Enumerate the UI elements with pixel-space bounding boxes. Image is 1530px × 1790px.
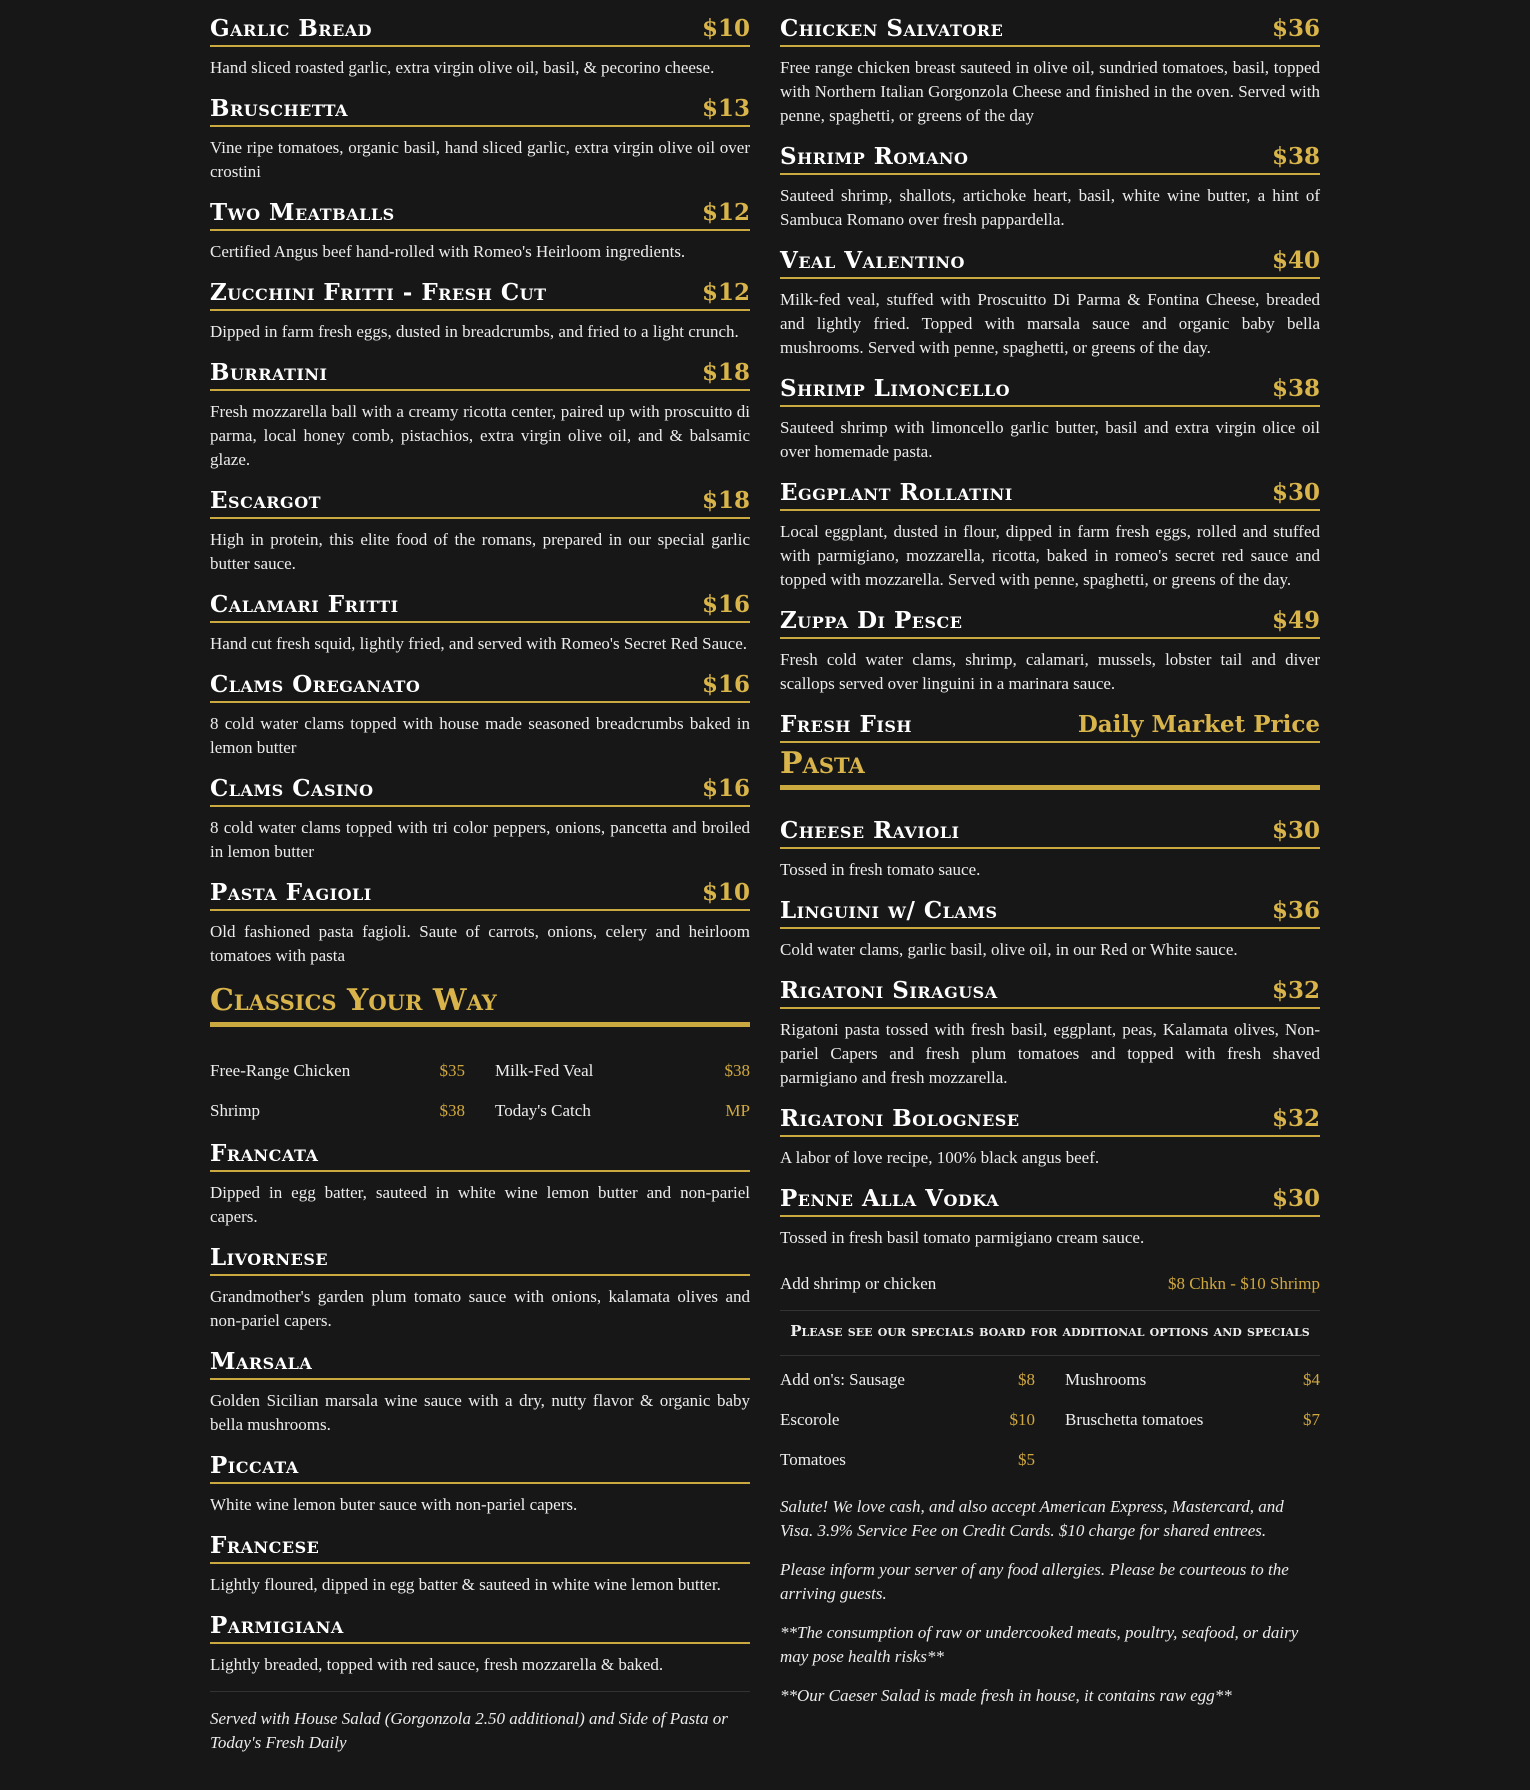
menu-item-eggplant-rollatini: [780, 478, 1320, 592]
option-row: [210, 1051, 465, 1091]
option-row: [1065, 1360, 1320, 1400]
option-price: $38: [724, 1061, 750, 1080]
item-name: Linguini w/ Clams: [780, 897, 998, 924]
classics-protein-options: [210, 1051, 750, 1131]
item-price: $30: [1271, 1185, 1320, 1212]
divider: [210, 1691, 750, 1692]
item-header: [210, 94, 750, 127]
item-price: $10: [701, 15, 750, 42]
menu-item-burratini: [210, 358, 750, 472]
item-description: White wine lemon buter sauce with non-pariel capers.: [210, 1495, 578, 1514]
item-description: Milk-fed veal, stuffed with Proscuitto Di Parma & Fontina Cheese, breaded and lightly fried. Topped with marsala sauce and organic baby bella mushrooms. Served with penne, spaghetti, or greens of the day.: [780, 290, 1320, 357]
menu-item-fresh-fish: [780, 710, 1320, 743]
option-label: Bruschetta tomatoes: [1065, 1410, 1204, 1429]
item-price: $13: [701, 95, 750, 122]
option-label: Today's Catch: [495, 1101, 591, 1120]
menu-item-linguini-w-clams: [780, 896, 1320, 962]
item-name: Zucchini Fritti - Fresh Cut: [210, 279, 547, 306]
item-name: Livornese: [210, 1244, 329, 1271]
option-price: $4: [1303, 1370, 1320, 1389]
menu-item-chicken-salvatore: [780, 14, 1320, 128]
item-price: $38: [1271, 143, 1320, 170]
item-header: [780, 896, 1320, 929]
item-price: $30: [1271, 479, 1320, 506]
item-price: $16: [701, 775, 750, 802]
menu-item-francata: [210, 1139, 750, 1229]
menu-item-livornese: [210, 1243, 750, 1333]
item-name: Escargot: [210, 487, 322, 514]
pasta-addon-label: Add shrimp or chicken: [780, 1274, 937, 1293]
item-price: $36: [1271, 15, 1320, 42]
item-price: $49: [1271, 607, 1320, 634]
item-header: [210, 1347, 750, 1380]
menu-item-zuppa-di-pesce: [780, 606, 1320, 696]
item-header: [210, 590, 750, 623]
item-name: Pasta Fagioli: [210, 879, 372, 906]
item-header: [210, 670, 750, 703]
item-price: $16: [701, 671, 750, 698]
footer-note: **Our Caeser Salad is made fresh in house, it contains raw egg**: [780, 1686, 1232, 1705]
item-price: $16: [701, 591, 750, 618]
item-description: Vine ripe tomatoes, organic basil, hand sliced garlic, extra virgin olive oil over crostini: [210, 138, 750, 181]
option-label: Milk-Fed Veal: [495, 1061, 594, 1080]
item-description: A labor of love recipe, 100% black angus beef.: [780, 1148, 1100, 1167]
item-description: Tossed in fresh tomato sauce.: [780, 860, 981, 879]
option-row: [495, 1051, 750, 1091]
item-description: Lightly floured, dipped in egg batter & sauteed in white wine lemon butter.: [210, 1575, 721, 1594]
menu-item-shrimp-romano: [780, 142, 1320, 232]
item-description: Fresh cold water clams, shrimp, calamari, mussels, lobster tail and diver scallops served over linguini in a marinara sauce.: [780, 650, 1320, 693]
item-description: Cold water clams, garlic basil, olive oil, in our Red or White sauce.: [780, 940, 1238, 959]
menu-column-right: [780, 14, 1320, 1708]
menu-item-parmigiana: [210, 1611, 750, 1677]
item-header: [780, 1184, 1320, 1217]
item-header: [780, 816, 1320, 849]
option-price: $10: [1009, 1410, 1035, 1429]
item-name: Cheese Ravioli: [780, 817, 960, 844]
option-row: [780, 1360, 1035, 1400]
item-name: Eggplant Rollatini: [780, 479, 1013, 506]
menu-column-left: [210, 14, 750, 1755]
entree-list: [780, 14, 1320, 696]
option-price: MP: [725, 1101, 750, 1120]
item-header: [210, 1139, 750, 1172]
footer-note: Please inform your server of any food allergies. Please be courteous to the arriving guests.: [780, 1560, 1289, 1603]
served-with-note: Served with House Salad (Gorgonzola 2.50 additional) and Side of Pasta or Today's Fresh Daily: [210, 1709, 728, 1752]
item-name: Burratini: [210, 359, 328, 386]
item-name: Marsala: [210, 1348, 313, 1375]
item-name: Zuppa Di Pesce: [780, 607, 963, 634]
item-header: [780, 374, 1320, 407]
item-price: $12: [701, 279, 750, 306]
item-header: [210, 774, 750, 807]
item-price: $40: [1271, 247, 1320, 274]
item-header: [780, 478, 1320, 511]
option-label: Escorole: [780, 1410, 840, 1429]
item-header: [780, 246, 1320, 279]
menu-item-pasta-fagioli: [210, 878, 750, 968]
item-header: [210, 1451, 750, 1484]
item-description: Sauteed shrimp, shallots, artichoke heart, basil, white wine butter, a hint of Sambuca Romano over fresh pappardella.: [780, 186, 1320, 229]
item-price: Daily Market Price: [1077, 711, 1320, 738]
item-name: Piccata: [210, 1452, 299, 1479]
item-name: Shrimp Romano: [780, 143, 969, 170]
option-price: $8: [1018, 1370, 1035, 1389]
item-price: $10: [701, 879, 750, 906]
menu-item-clams-casino: [210, 774, 750, 864]
item-description: Local eggplant, dusted in flour, dipped in farm fresh eggs, rolled and stuffed with parmigiano, mozzarella, ricotta, baked in romeo's secret red sauce and topped with mozzarella. Served with penne, spaghetti, or greens of the day.: [780, 522, 1320, 589]
option-label: Add on's: Sausage: [780, 1370, 905, 1389]
option-label: Shrimp: [210, 1101, 261, 1120]
option-price: $7: [1303, 1410, 1320, 1429]
item-description: Dipped in farm fresh eggs, dusted in breadcrumbs, and fried to a light crunch.: [210, 322, 739, 341]
item-header: [210, 1611, 750, 1644]
item-description: 8 cold water clams topped with tri color peppers, onions, pancetta and broiled in lemon butter: [210, 818, 750, 861]
menu-item-bruschetta: [210, 94, 750, 184]
item-header: [210, 358, 750, 391]
option-row: [1065, 1400, 1320, 1440]
item-price: $32: [1271, 977, 1320, 1004]
option-label: Mushrooms: [1065, 1370, 1147, 1389]
item-description: Hand cut fresh squid, lightly fried, and served with Romeo's Secret Red Sauce.: [210, 634, 748, 653]
item-price: $36: [1271, 897, 1320, 924]
addons-grid: [780, 1360, 1320, 1480]
classics-title: Classics Your Way: [210, 982, 750, 1027]
notes-list: [780, 1495, 1320, 1708]
classics-style-list: [210, 1139, 750, 1677]
item-description: High in protein, this elite food of the romans, prepared in our special garlic butter sauce.: [210, 530, 750, 573]
item-description: 8 cold water clams topped with house made seasoned breadcrumbs baked in lemon butter: [210, 714, 750, 757]
item-header: [780, 14, 1320, 47]
item-description: Free range chicken breast sauteed in olive oil, sundried tomatoes, basil, topped with Northern Italian Gorgonzola Cheese and finished in the oven. Served with penne, spaghetti, or greens of the day: [780, 58, 1320, 125]
item-header: [210, 14, 750, 47]
menu-item-rigatoni-bolognese: [780, 1104, 1320, 1170]
item-price: $30: [1271, 817, 1320, 844]
item-price: $12: [701, 199, 750, 226]
menu-item-calamari-fritti: [210, 590, 750, 656]
menu-item-shrimp-limoncello: [780, 374, 1320, 464]
item-header: [780, 1104, 1320, 1137]
footer-note: **The consumption of raw or undercooked meats, poultry, seafood, or dairy may pose health risks**: [780, 1623, 1299, 1666]
item-name: Francese: [210, 1532, 320, 1559]
item-description: Rigatoni pasta tossed with fresh basil, eggplant, peas, Kalamata olives, Non-pariel Capers and fresh plum tomatoes and topped with fresh shaved parmigiano and fresh mozzarella.: [780, 1020, 1320, 1087]
item-header: [210, 1243, 750, 1276]
pasta-list: [780, 816, 1320, 1250]
specials-notice: Please see our specials board for additional options and specials: [780, 1311, 1320, 1356]
option-row: [780, 1440, 1035, 1480]
item-description: Hand sliced roasted garlic, extra virgin olive oil, basil, & pecorino cheese.: [210, 58, 715, 77]
option-price: $5: [1018, 1450, 1035, 1469]
item-description: Certified Angus beef hand-rolled with Romeo's Heirloom ingredients.: [210, 242, 686, 261]
item-name: Two Meatballs: [210, 199, 395, 226]
item-header: [780, 606, 1320, 639]
pasta-addon-price: $8 Chkn - $10 Shrimp: [1167, 1274, 1320, 1293]
item-description: Old fashioned pasta fagioli. Saute of carrots, onions, celery and heirloom tomatoes with pasta: [210, 922, 750, 965]
option-row: [210, 1091, 465, 1131]
item-name: Rigatoni Siragusa: [780, 977, 998, 1004]
menu-item-garlic-bread: [210, 14, 750, 80]
item-name: Parmigiana: [210, 1612, 344, 1639]
appetizer-list: [210, 14, 750, 968]
item-header: [780, 976, 1320, 1009]
menu-item-escargot: [210, 486, 750, 576]
pasta-title: Pasta: [780, 745, 1320, 790]
item-name: Francata: [210, 1140, 319, 1167]
item-name: Garlic Bread: [210, 15, 373, 42]
item-name: Clams Oreganato: [210, 671, 421, 698]
item-description: Dipped in egg batter, sauteed in white wine lemon butter and non-pariel capers.: [210, 1183, 750, 1226]
option-row: [780, 1400, 1035, 1440]
menu-item-marsala: [210, 1347, 750, 1437]
item-name: Calamari Fritti: [210, 591, 399, 618]
option-price: $38: [439, 1101, 465, 1120]
item-header: [210, 486, 750, 519]
item-name: Shrimp Limoncello: [780, 375, 1011, 402]
menu-item-two-meatballs: [210, 198, 750, 264]
option-label: Tomatoes: [780, 1450, 846, 1469]
item-name: Clams Casino: [210, 775, 374, 802]
item-header: [210, 878, 750, 911]
footer-note: Salute! We love cash, and also accept American Express, Mastercard, and Visa. 3.9% Service Fee on Credit Cards. $10 charge for shared entrees.: [780, 1497, 1284, 1540]
item-header: [780, 710, 1320, 743]
item-name: Bruschetta: [210, 95, 349, 122]
item-description: Sauteed shrimp with limoncello garlic butter, basil and extra virgin olice oil over homemade pasta.: [780, 418, 1320, 461]
menu-item-francese: [210, 1531, 750, 1597]
item-description: Golden Sicilian marsala wine sauce with a dry, nutty flavor & organic baby bella mushrooms.: [210, 1391, 750, 1434]
menu-item-clams-oreganato: [210, 670, 750, 760]
item-description: Grandmother's garden plum tomato sauce with onions, kalamata olives and non-pariel capers.: [210, 1287, 750, 1330]
item-name: Rigatoni Bolognese: [780, 1105, 1020, 1132]
item-price: $32: [1271, 1105, 1320, 1132]
item-header: [210, 1531, 750, 1564]
item-price: $18: [701, 359, 750, 386]
menu-item-veal-valentino: [780, 246, 1320, 360]
menu-item-penne-alla-vodka: [780, 1184, 1320, 1250]
item-header: [210, 278, 750, 311]
option-price: $35: [439, 1061, 465, 1080]
option-row: [495, 1091, 750, 1131]
item-description: Tossed in fresh basil tomato parmigiano cream sauce.: [780, 1228, 1145, 1247]
item-price: $18: [701, 487, 750, 514]
item-header: [210, 198, 750, 231]
item-header: [780, 142, 1320, 175]
item-price: $38: [1271, 375, 1320, 402]
menu-item-piccata: [210, 1451, 750, 1517]
item-description: Lightly breaded, topped with red sauce, fresh mozzarella & baked.: [210, 1655, 664, 1674]
menu-item-cheese-ravioli: [780, 816, 1320, 882]
item-name: Veal Valentino: [780, 247, 965, 274]
option-label: Free-Range Chicken: [210, 1061, 351, 1080]
menu-item-rigatoni-siragusa: [780, 976, 1320, 1090]
item-name: Penne Alla Vodka: [780, 1185, 1000, 1212]
item-name: Fresh Fish: [780, 711, 912, 738]
pasta-addon-row: [780, 1264, 1320, 1311]
item-description: Fresh mozzarella ball with a creamy ricotta center, paired up with proscuitto di parma, local honey comb, pistachios, extra virgin olive oil, and & balsamic glaze.: [210, 402, 750, 469]
item-name: Chicken Salvatore: [780, 15, 1004, 42]
menu-item-zucchini-fritti-fresh-cut: [210, 278, 750, 344]
